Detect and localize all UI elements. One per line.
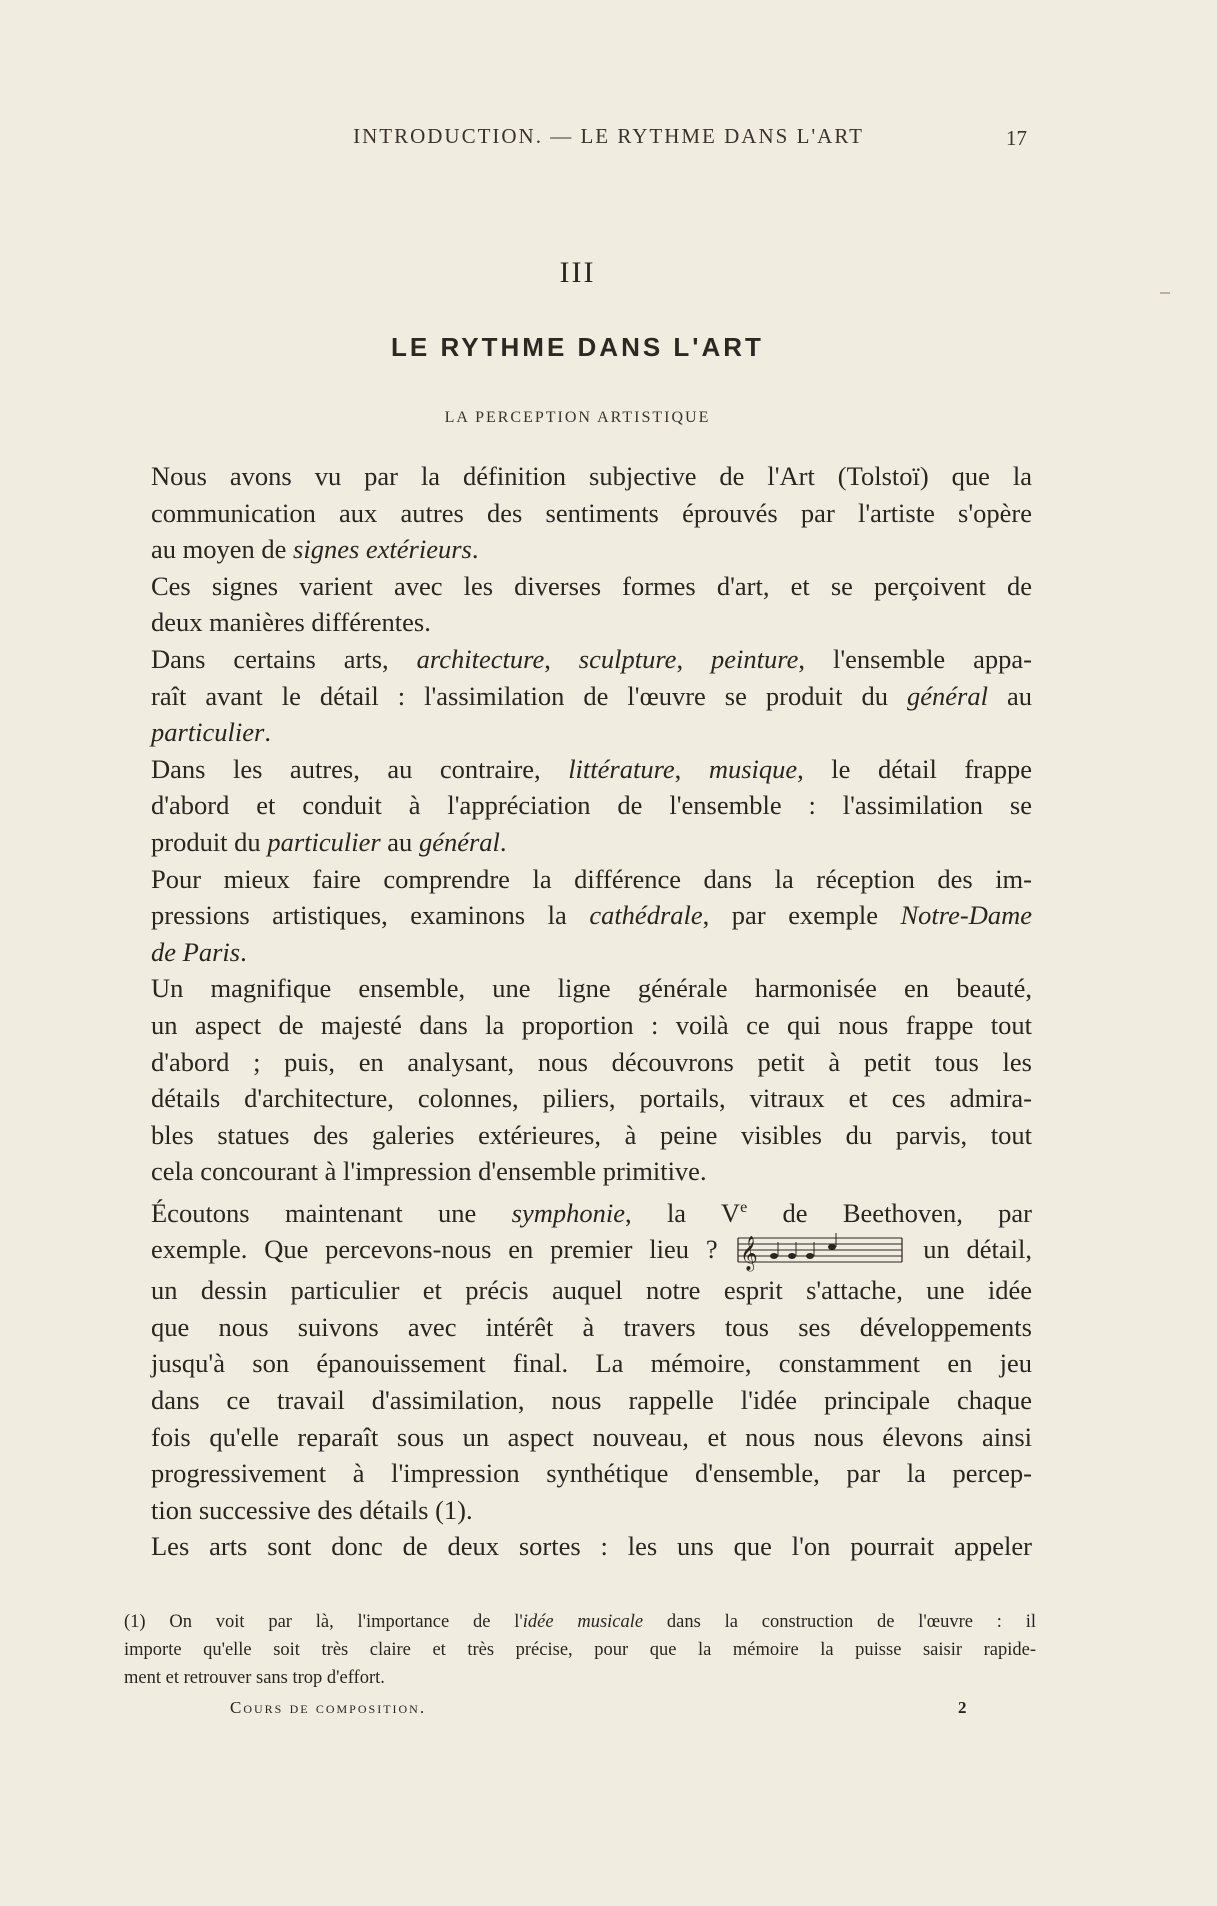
text-line <box>120 1345 1032 1382</box>
text-line <box>120 531 1032 568</box>
note-head <box>788 1253 796 1259</box>
section-number: III <box>559 256 596 289</box>
text-run: . <box>240 936 247 967</box>
text-run: cela concourant à l'impression d'ensemble primitive. <box>151 1156 707 1187</box>
text-run: . <box>264 717 271 748</box>
italic-text: musique <box>708 753 798 784</box>
text-run: deux manières différentes. <box>151 607 431 638</box>
text-run: Écoutons maintenant une <box>151 1197 512 1228</box>
text-run: tion successive des détails (1). <box>151 1494 473 1525</box>
paragraph <box>120 970 1032 1190</box>
text-run: de Beethoven, par <box>747 1197 1032 1228</box>
text-line <box>120 1455 1032 1492</box>
text-run: . <box>499 826 507 857</box>
text-line <box>124 1664 1036 1692</box>
text-run: Dans les autres, au contraire, <box>151 753 569 784</box>
paragraph <box>120 1528 1032 1565</box>
text-run: fois qu'elle reparaît sous un aspect nouveau, et nous nous élevons ainsi <box>151 1421 1032 1452</box>
text-run: Nous avons vu par la définition subjective de l'Art (Tolstoï) que la <box>151 461 1032 491</box>
text-line <box>120 1272 1032 1309</box>
text-run: importe qu'elle soit très claire et très précise, pour que la mémoire la puisse saisir rapide- <box>124 1640 1036 1660</box>
footnote <box>124 1608 1036 1692</box>
text-line <box>120 751 1032 788</box>
text-line <box>124 1608 1036 1636</box>
text-run: Les arts sont donc de deux sortes : les uns que l'on pourrait appeler <box>151 1531 1032 1562</box>
text-run: , par exemple <box>702 900 901 931</box>
italic-text: Notre-Dame <box>900 900 1032 931</box>
text-run: au <box>380 826 419 857</box>
text-run: détails d'architecture, colonnes, piliers, portails, vitraux et ces admira- <box>151 1083 1032 1114</box>
page-edge-mark <box>1160 292 1170 294</box>
text-line <box>120 824 1032 861</box>
italic-text: sculpture <box>578 643 677 674</box>
text-run: dans la construction de l'œuvre : il <box>643 1612 1036 1632</box>
text-line <box>120 1117 1032 1154</box>
page-number: 17 <box>1006 126 1027 150</box>
running-head: INTRODUCTION. — LE RYTHME DANS L'ART <box>353 124 864 148</box>
text-line <box>120 458 1032 495</box>
text-run: au <box>987 680 1032 711</box>
text-run: un détail, <box>906 1234 1032 1265</box>
text-line <box>120 1492 1032 1529</box>
note-head <box>806 1253 814 1259</box>
text-run: pressions artistiques, examinons la <box>151 900 590 931</box>
text-run: , le détail frappe <box>797 753 1032 784</box>
text-line <box>120 1080 1032 1117</box>
text-run: (1) On voit par là, l'importance de l' <box>124 1612 523 1632</box>
text-line <box>120 1007 1032 1044</box>
text-line <box>120 495 1032 532</box>
text-line <box>124 1636 1036 1664</box>
text-run: d'abord et conduit à l'appréciation de l'ensemble : l'assimilation se <box>151 790 1032 821</box>
text-line <box>120 1382 1032 1419</box>
text-run: ment et retrouver sans trop d'effort. <box>124 1668 385 1688</box>
italic-text: signes extérieurs <box>293 534 472 565</box>
text-run: dans ce travail d'assimilation, nous rappelle l'idée principale chaque <box>151 1385 1032 1415</box>
paragraph <box>120 861 1032 971</box>
text-line <box>120 787 1032 824</box>
text-run: d'abord ; puis, en analysant, nous découvrons petit à petit tous les <box>151 1046 1032 1077</box>
body-text <box>120 458 1032 1565</box>
text-run: , <box>544 643 579 674</box>
text-run: Dans certains arts, <box>151 643 417 674</box>
text-run: raît avant le détail : l'assimilation de l'œuvre se produit du <box>151 680 907 711</box>
text-line <box>120 861 1032 898</box>
text-line <box>120 934 1032 971</box>
italic-text: général <box>907 680 988 711</box>
italic-text: architecture <box>416 643 545 674</box>
text-line <box>120 970 1032 1007</box>
text-run: un aspect de majesté dans la proportion : voilà ce qui nous frappe tout <box>151 1009 1032 1040</box>
text-run: que nous suivons avec intérêt à travers tous ses développements <box>151 1311 1032 1342</box>
italic-text: symphonie <box>511 1197 625 1228</box>
text-line <box>120 1528 1032 1565</box>
note-head <box>770 1253 778 1259</box>
italic-text: de Paris <box>151 936 241 967</box>
text-line <box>120 1309 1032 1346</box>
paragraph <box>120 641 1032 751</box>
text-line <box>120 1044 1032 1081</box>
paragraph <box>120 458 1032 568</box>
italic-text: cathédrale <box>589 900 703 931</box>
text-line <box>120 714 1032 751</box>
text-run: , <box>674 753 709 784</box>
text-run: Un magnifique ensemble, une ligne générale harmonisée en beauté, <box>151 973 1032 1004</box>
text-run: Pour mieux faire comprendre la différence dans la réception des im- <box>151 863 1032 894</box>
superscript-text: e <box>740 1198 748 1216</box>
text-run: exemple. Que percevons-nous en premier lieu ? <box>151 1234 735 1265</box>
text-run: Ces signes varient avec les diverses formes d'art, et se perçoivent de <box>151 570 1032 601</box>
paragraph <box>120 1190 1032 1529</box>
paragraph <box>120 751 1032 861</box>
text-line <box>120 604 1032 641</box>
text-run: bles statues des galeries extérieures, à peine visibles du parvis, tout <box>151 1119 1032 1150</box>
paragraph <box>120 568 1032 641</box>
italic-text: particulier <box>267 826 381 857</box>
text-line <box>120 1419 1032 1456</box>
section-title: LE RYTHME DANS L'ART <box>391 332 764 362</box>
italic-text: peinture <box>711 643 799 674</box>
text-run: , l'ensemble appa- <box>798 643 1033 674</box>
text-line <box>120 1153 1032 1190</box>
text-run: progressivement à l'impression synthétique d'ensemble, par la percep- <box>151 1458 1032 1489</box>
text-run: produit du <box>151 826 268 857</box>
note-head <box>828 1244 836 1250</box>
music-staff-icon <box>736 1232 904 1272</box>
signature-text: Cours de composition. <box>230 1698 427 1717</box>
text-line <box>120 1231 1032 1272</box>
text-line <box>120 1190 1032 1231</box>
italic-text: idée musicale <box>522 1612 644 1632</box>
treble-clef-icon: 𝄞 <box>740 1236 759 1272</box>
text-line <box>120 897 1032 934</box>
text-run: un dessin particulier et précis auquel notre esprit s'attache, une idée <box>151 1275 1032 1306</box>
text-run: au moyen de <box>151 534 294 565</box>
signature-line <box>230 1698 426 1718</box>
text-run: communication aux autres des sentiments éprouvés par l'artiste s'opère <box>151 497 1032 528</box>
text-line <box>120 678 1032 715</box>
text-run: . <box>471 534 479 565</box>
text-run: , la V <box>624 1197 741 1228</box>
italic-text: particulier <box>151 717 265 748</box>
signature-mark: 2 <box>958 1698 967 1717</box>
text-line <box>120 568 1032 605</box>
text-line <box>120 641 1032 678</box>
italic-text: littérature <box>568 753 675 784</box>
text-run: jusqu'à son épanouissement final. La mémoire, constamment en jeu <box>151 1348 1032 1379</box>
text-run: , <box>676 643 712 674</box>
italic-text: général <box>418 826 500 857</box>
section-subtitle: LA PERCEPTION ARTISTIQUE <box>444 409 711 426</box>
